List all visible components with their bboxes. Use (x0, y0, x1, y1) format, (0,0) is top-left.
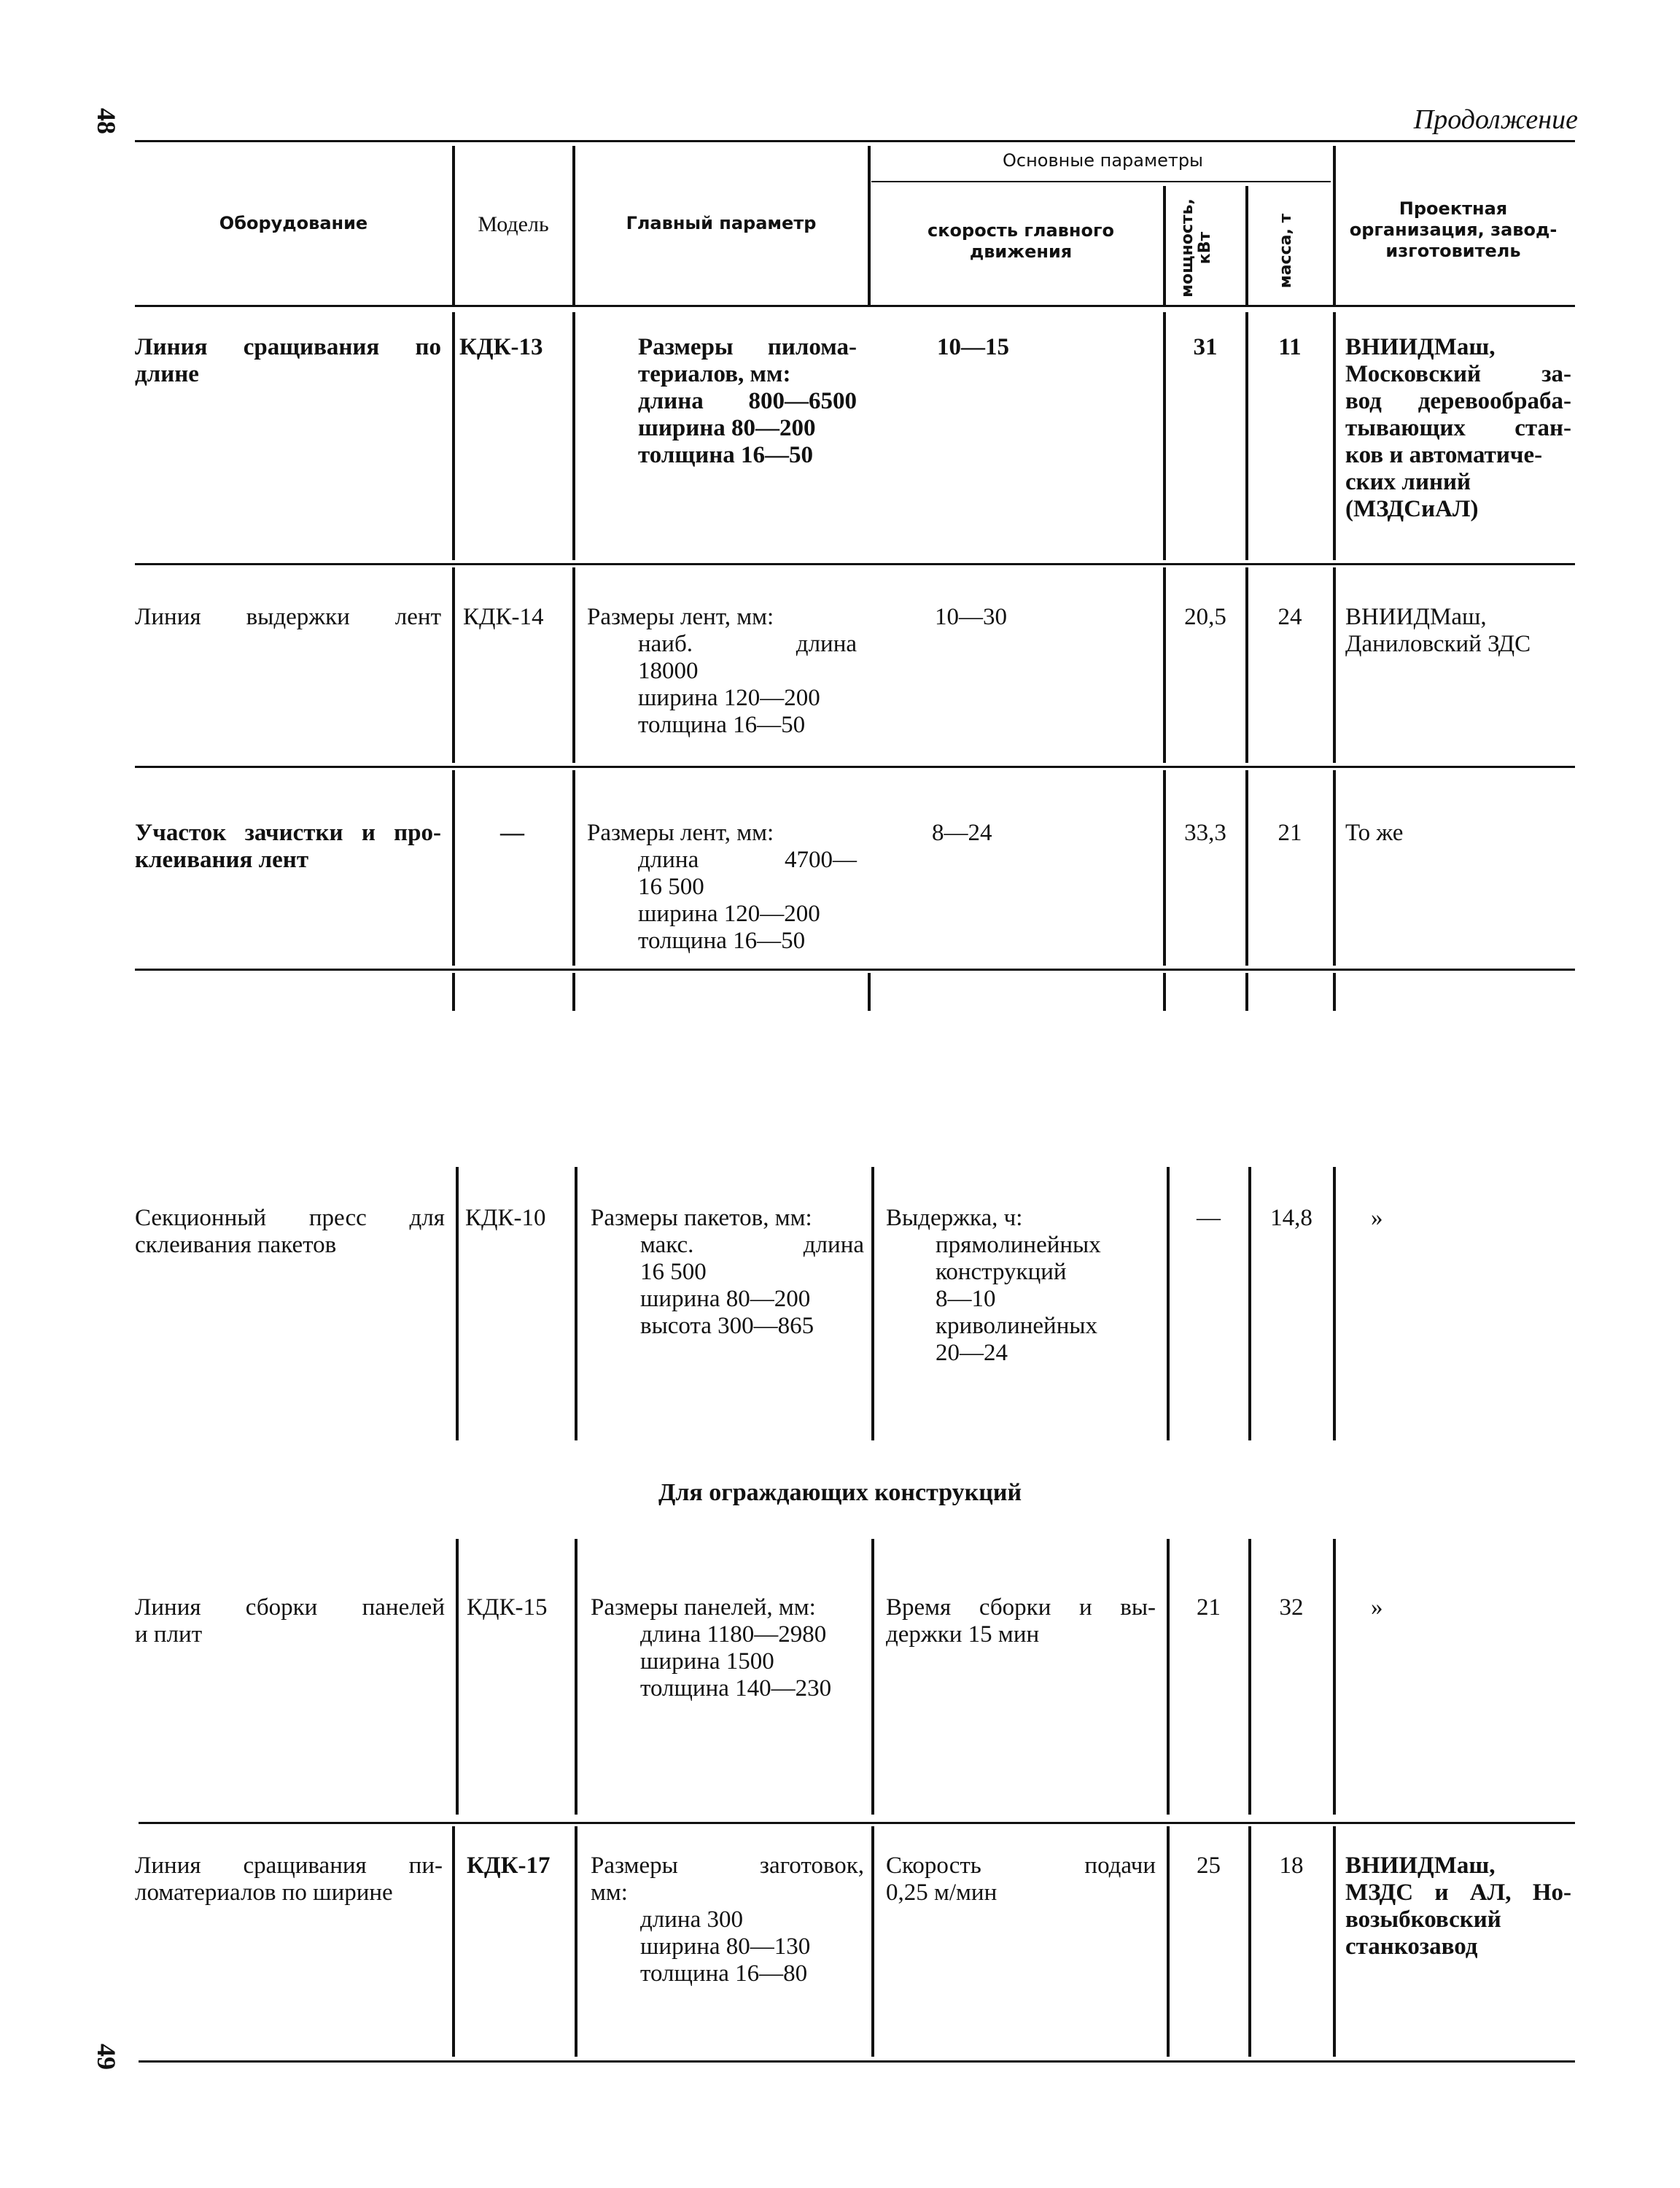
header-basic-params: Основные параметры (1002, 150, 1203, 171)
row6-mass: 18 (1279, 1853, 1304, 1879)
row2-param: Размеры лент, мм: наиб. длина 18000 ширина 120—200 толщина 16—50 (587, 604, 857, 738)
row2-model: КДК-14 (463, 604, 544, 630)
hdr-col-sep (452, 146, 455, 305)
col-sep (1333, 1826, 1336, 2057)
col-sep (1245, 770, 1248, 966)
col-sep (1248, 1539, 1251, 1815)
col-sep-stub (1163, 973, 1166, 1011)
row5-equipment: Линия сборки панелей и плит (135, 1594, 445, 1648)
row5-org: » (1371, 1594, 1383, 1621)
row-rule (139, 1822, 1575, 1824)
hdr-col-sep (868, 146, 871, 305)
row6-speed: Скорость подачи 0,25 м/мин (886, 1853, 1156, 1906)
header-equipment: Оборудование (219, 213, 368, 233)
row-rule (135, 969, 1575, 971)
header-model: Модель (478, 212, 549, 236)
section-title: Для ограждающих конструкций (658, 1479, 1022, 1506)
row3-param: Размеры лент, мм: длина 4700— 16 500 ширина 120—200 толщина 16—50 (587, 820, 857, 954)
col-sep (871, 1539, 874, 1815)
row5-model: КДК-15 (467, 1594, 548, 1621)
row1-model: КДК-13 (459, 334, 543, 360)
page-number-top: 48 (92, 108, 121, 134)
col-sep-stub (1333, 973, 1336, 1011)
row1-equipment: Линия сращивания по длине (135, 334, 441, 387)
table-bottom-rule (139, 2060, 1575, 2063)
row4-speed: Выдержка, ч: прямолинейных конструкций 8—10 криволинейных 20—24 (886, 1205, 1101, 1366)
row4-model: КДК-10 (465, 1205, 546, 1231)
col-sep (1167, 1539, 1170, 1815)
col-sep (1333, 312, 1336, 560)
header-top-rule (135, 140, 1575, 142)
row4-mass: 14,8 (1270, 1205, 1312, 1231)
row-rule (135, 766, 1575, 768)
row5-mass: 32 (1279, 1594, 1304, 1621)
col-sep (871, 1826, 874, 2057)
col-sep (1245, 567, 1248, 763)
hdr-col-sep (1245, 186, 1248, 305)
row1-mass: 11 (1278, 334, 1302, 360)
row6-param: Размеры заготовок, мм: длина 300 ширина 80—130 толщина 16—80 (591, 1853, 864, 1987)
col-sep-stub (868, 973, 871, 1011)
row4-param: Размеры пакетов, мм: макс. длина 16 500 ширина 80—200 высота 300—865 (591, 1205, 864, 1339)
row3-speed: 8—24 (932, 820, 992, 846)
col-sep (1333, 567, 1336, 763)
header-power: мощность, кВт (1178, 198, 1215, 298)
header-bottom-rule (135, 305, 1575, 307)
row1-speed: 10—15 (937, 334, 1009, 360)
row4-power: — (1197, 1205, 1221, 1231)
row2-org: ВНИИДМаш, Даниловский ЗДС (1345, 604, 1531, 657)
col-sep (456, 1539, 459, 1815)
row3-mass: 21 (1278, 820, 1302, 846)
hdr-col-sep (572, 146, 575, 305)
row6-equipment: Линия сращивания пи- ломатериалов по ширине (135, 1853, 443, 1906)
col-sep (572, 567, 575, 763)
col-sep-stub (572, 973, 575, 1011)
row2-power: 20,5 (1184, 604, 1226, 630)
col-sep (456, 1167, 459, 1440)
row6-power: 25 (1197, 1853, 1221, 1879)
header-mass: масса, т (1277, 213, 1295, 289)
continuation-label: Продолжение (1413, 104, 1578, 135)
row2-speed: 10—30 (935, 604, 1007, 630)
col-sep (1333, 1539, 1336, 1815)
col-sep (1163, 312, 1166, 560)
row2-equipment: Линия выдержки лент (135, 604, 441, 630)
hdr-col-sep (1163, 186, 1166, 305)
row3-power: 33,3 (1184, 820, 1226, 846)
col-sep-stub (1245, 973, 1248, 1011)
row5-speed: Время сборки и вы- держки 15 мин (886, 1594, 1156, 1648)
row3-org: То же (1345, 820, 1404, 846)
col-sep (1163, 567, 1166, 763)
col-sep (572, 770, 575, 966)
header-org: Проектная организация, завод-изготовитель (1349, 198, 1558, 261)
col-sep (452, 312, 455, 560)
hdr-col-sep (1333, 146, 1336, 305)
col-sep (575, 1539, 578, 1815)
basic-params-rule (871, 181, 1331, 182)
col-sep (871, 1167, 874, 1440)
row2-mass: 24 (1278, 604, 1302, 630)
row1-power: 31 (1193, 334, 1218, 360)
col-sep-stub (452, 973, 455, 1011)
col-sep (1167, 1826, 1170, 2057)
col-sep (1167, 1167, 1170, 1440)
row1-org: ВНИИДМаш, Московский за- вод деревообраба- тывающих стан- ков и автоматиче- ских линий (МЗДСиАЛ) (1345, 334, 1571, 522)
row5-power: 21 (1197, 1594, 1221, 1621)
row1-param: Размеры пилома- териалов, мм: длина 800—6500 ширина 80—200 толщина 16—50 (638, 334, 857, 468)
row-rule (135, 563, 1575, 565)
col-sep (452, 1826, 455, 2057)
col-sep (575, 1167, 578, 1440)
row4-equipment: Секционный пресс для склеивания пакетов (135, 1205, 445, 1258)
col-sep (452, 770, 455, 966)
row4-org: » (1371, 1205, 1383, 1231)
header-speed: скорость главного движения (928, 220, 1114, 262)
header-main-param: Главный параметр (626, 213, 817, 233)
col-sep (1333, 770, 1336, 966)
col-sep (575, 1826, 578, 2057)
col-sep (1333, 1167, 1336, 1440)
row6-model: КДК-17 (467, 1853, 551, 1879)
col-sep (1163, 770, 1166, 966)
row3-equipment: Участок зачистки и про- клеивания лент (135, 820, 441, 873)
page-number-bottom: 49 (92, 2044, 121, 2070)
row6-org: ВНИИДМаш, МЗДС и АЛ, Но- возыбковский станкозавод (1345, 1853, 1571, 1960)
row5-param: Размеры панелей, мм: длина 1180—2980 ширина 1500 толщина 140—230 (591, 1594, 832, 1702)
row3-model: — (500, 820, 524, 846)
col-sep (452, 567, 455, 763)
col-sep (572, 312, 575, 560)
